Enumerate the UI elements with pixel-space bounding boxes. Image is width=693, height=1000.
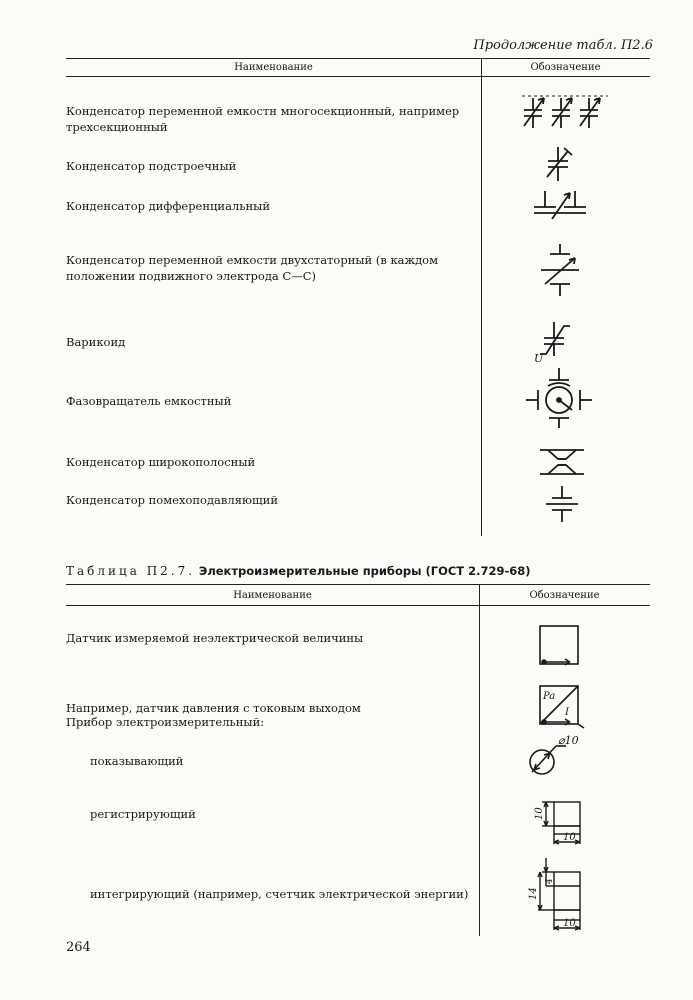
table2-column-divider (479, 584, 480, 936)
wideband-capacitor-symbol (538, 446, 586, 478)
recording-instrument-symbol (528, 796, 590, 848)
table1-column-divider (481, 58, 482, 536)
table1-row-name: Фазовращатель емкостный (66, 394, 232, 408)
differential-capacitor-symbol (530, 185, 590, 223)
table2-header-name: Наименование (233, 590, 312, 601)
svg-text:U: U (534, 352, 544, 364)
trimmer-capacitor-symbol (540, 143, 576, 183)
indicating-instrument-symbol (526, 732, 592, 780)
multisection-capacitor-symbol (520, 92, 610, 132)
table2-row-name: Прибор электроизмерительный: (66, 715, 265, 729)
table2-caption-title: Электроизмерительные приборы (ГОСТ 2.729-68) (198, 564, 531, 578)
table2-caption (66, 564, 531, 578)
table1-top-rule (66, 58, 650, 59)
table1-header-rule (66, 76, 650, 77)
noise-suppression-capacitor-symbol (542, 484, 582, 524)
current-label: I (565, 707, 569, 718)
width-dim-label: 10 (563, 918, 576, 929)
height-dim-label: 10 (534, 807, 545, 820)
table1-row-name: Конденсатор подстроечный (66, 159, 237, 173)
table1-row-name: Конденсатор переменной емкостн многосекционный, например трехсекционный (66, 104, 460, 134)
page-number: 264 (66, 940, 91, 955)
height-dim-label: 14 (528, 887, 539, 900)
table2-top-rule (66, 584, 650, 585)
integrating-instrument-symbol (518, 856, 590, 932)
table2-caption-label: Таблица П2.7. (66, 564, 196, 578)
table1-row-name: Варикоид (66, 335, 126, 349)
table2-row-name: Датчик измеряемой неэлектрической величины (66, 631, 364, 645)
table2-header-rule (66, 605, 650, 606)
table1-header-symbol: Обозначение (530, 62, 601, 73)
pressure-label: Pa (543, 691, 556, 702)
diameter-label: ⌀10 (558, 734, 579, 747)
table2-row-name: Например, датчик давления с токовым выходом (66, 701, 361, 715)
varicond-symbol (532, 316, 576, 364)
two-stator-capacitor-symbol (535, 240, 585, 300)
continuation-note: Продолжение табл. П2.6 (473, 38, 653, 53)
sensor-symbol (536, 622, 584, 670)
width-dim-label: 10 (563, 832, 576, 843)
table1-row-name: Конденсатор переменной емкости двухстаторный (в каждом положении подвижного электрода C—C) (66, 253, 439, 283)
table2-row-name: интегрирующий (например, счетчик электрической энергии) (90, 887, 469, 901)
table1-row-name: Конденсатор помехоподавляющий (66, 493, 278, 507)
table2-header-symbol: Обозначение (529, 590, 600, 601)
table1-row-name: Конденсатор широкополосный (66, 455, 256, 469)
table1-row-name: Конденсатор дифференциальный (66, 199, 270, 213)
pressure-sensor-symbol (536, 682, 588, 730)
table2-row-name: показывающий (90, 754, 184, 768)
table1-header-name: Наименование (234, 62, 313, 73)
phase-shifter-symbol (522, 366, 596, 432)
section-dim-label: 4 (545, 878, 555, 884)
table2-row-name: регистрирующий (90, 807, 196, 821)
